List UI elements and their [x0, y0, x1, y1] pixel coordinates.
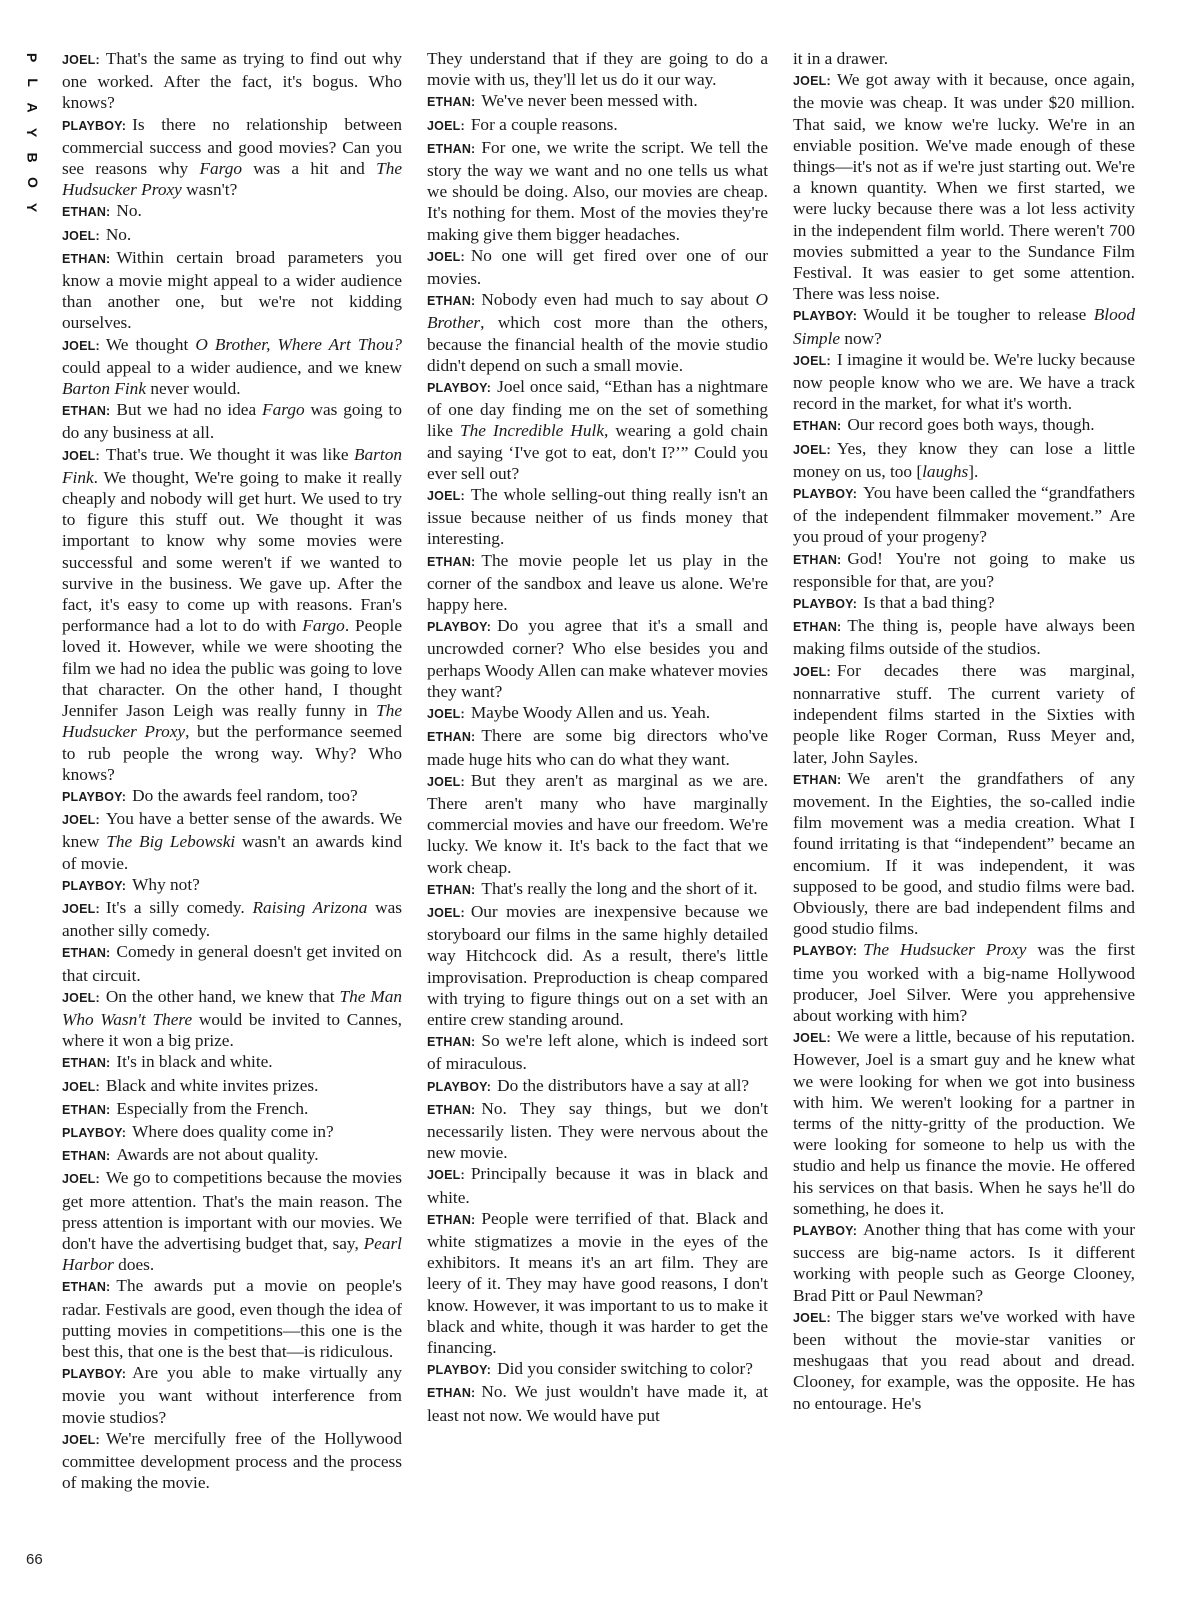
paragraph-text: could appeal to a wider audience, and we knew: [62, 357, 402, 377]
paragraph-text: So we're left alone, which is indeed sort of miraculous.: [427, 1031, 768, 1074]
interview-paragraph: [793, 414, 1135, 437]
paragraph-text: It's a silly comedy.: [105, 897, 253, 917]
paragraph-text: There are some big directors who've made huge hits who can do what they want.: [427, 726, 768, 769]
speaker-label: PLAYBOY:: [793, 487, 858, 502]
speaker-label: ETHAN:: [62, 404, 111, 419]
speaker-label: PLAYBOY:: [62, 1367, 127, 1382]
interview-paragraph: [793, 349, 1135, 415]
paragraph-text: Do you agree that it's a small and uncrowded corner? Who else besides you and perhaps Woody Allen can make whatever movies they want?: [427, 616, 768, 701]
paragraph-text: We go to competitions because the movies get more attention. That's the main reason. The press attention is important with our movies. We don't have the advertising budget that, say,: [62, 1168, 402, 1253]
paragraph-text: Awards are not about quality.: [116, 1145, 319, 1165]
paragraph-text: That's the same as trying to find out why one worked. After the fact, it's bogus. Who knows?: [62, 49, 402, 113]
speaker-label: PLAYBOY:: [793, 597, 858, 612]
speaker-label: ETHAN:: [793, 620, 842, 635]
speaker-label: ETHAN:: [427, 294, 476, 309]
speaker-label: ETHAN:: [427, 882, 476, 897]
interview-paragraph: [793, 438, 1135, 482]
paragraph-text: I imagine it would be. We're lucky because now people know who we are. We have a track record in the market, for what it's worth.: [793, 349, 1135, 414]
paragraph-text: The awards put a movie on people's radar. Festivals are good, even though the idea of putting movies in competitions—this one is the best this, that one is the best that—is ridiculous.: [62, 1276, 402, 1361]
italic-title-text: Barton Fink: [62, 444, 402, 487]
paragraph-text: No. We just wouldn't have made it, at least not now. We would have put: [427, 1382, 768, 1425]
interview-paragraph: [427, 376, 768, 484]
speaker-label: ETHAN:: [793, 419, 842, 434]
speaker-label: ETHAN:: [62, 1280, 111, 1295]
interview-paragraph: [427, 289, 768, 376]
paragraph-text: But they aren't as marginal as we are. There aren't many who have marginally commercial movies and have our freedom. We're lucky. We know it. It's back to the fact that we work cheap.: [427, 770, 768, 877]
paragraph-text: , but the performance seemed to rub people the wrong way. Why? Who knows?: [62, 722, 402, 784]
text-column-3: [793, 48, 1135, 1580]
paragraph-text: They understand that if they are going to do a movie with us, they'll let us do it our way.: [427, 49, 768, 90]
paragraph-text: Would it be tougher to release: [863, 305, 1094, 325]
interview-paragraph: [427, 901, 768, 1030]
speaker-label: JOEL:: [793, 442, 831, 457]
paragraph-text: Comedy in general doesn't get invited on that circuit.: [62, 942, 402, 985]
speaker-label: PLAYBOY:: [427, 1079, 492, 1094]
paragraph-text: That's true. We thought it was like: [105, 444, 354, 464]
speaker-label: ETHAN:: [427, 95, 476, 110]
paragraph-text: ].: [968, 461, 979, 481]
magazine-sidebar-title: [20, 45, 44, 220]
paragraph-text: We're mercifully free of the Hollywood committee development process and the process of making the movie.: [62, 1428, 402, 1493]
paragraph-text: But we had no idea: [116, 400, 263, 420]
magazine-title-letter: L: [24, 78, 41, 87]
speaker-label: JOEL:: [427, 707, 465, 722]
speaker-label: ETHAN:: [62, 1102, 111, 1117]
paragraph-text: Is that a bad thing?: [863, 593, 995, 613]
interview-paragraph: [427, 137, 768, 245]
interview-paragraph: [427, 484, 768, 550]
interview-paragraph: [62, 785, 402, 808]
speaker-label: PLAYBOY:: [62, 118, 127, 133]
speaker-label: ETHAN:: [793, 552, 842, 567]
interview-paragraph: [793, 592, 1135, 615]
paragraph-text: was the first time you worked with a big-name Hollywood producer, Joel Silver. Were you apprehensive about working with him?: [793, 940, 1135, 1025]
interview-paragraph: [62, 808, 402, 874]
speaker-label: PLAYBOY:: [62, 1125, 127, 1140]
interview-paragraph: [62, 247, 402, 334]
speaker-label: PLAYBOY:: [793, 1223, 858, 1238]
interview-paragraph: [62, 48, 402, 114]
paragraph-text: The whole selling-out thing really isn't an issue because neither of us finds money that interesting.: [427, 485, 768, 549]
paragraph-text: That's really the long and the short of it.: [481, 878, 758, 898]
paragraph-text: Nobody even had much to say about: [481, 290, 756, 310]
interview-paragraph: [62, 874, 402, 897]
paragraph-text: For one, we write the script. We tell the story the way we want and no one tells us what we should be doing. Also, our movies are cheap. It's nothing for them. Most of the movies they're making give them bigger headaches.: [427, 137, 768, 244]
italic-title-text: The Hudsucker Proxy: [863, 940, 1027, 960]
magazine-title-letter: Y: [24, 127, 41, 138]
interview-paragraph: [62, 1098, 402, 1121]
paragraph-text: Black and white invites prizes.: [105, 1075, 319, 1095]
italic-title-text: Blood Simple: [793, 305, 1135, 348]
paragraph-text: The movie people let us play in the corner of the sandbox and leave us alone. We're happy here.: [427, 550, 768, 615]
interview-paragraph: [427, 770, 768, 878]
interview-paragraph: [427, 725, 768, 769]
interview-paragraph: [793, 660, 1135, 768]
paragraph-text: We aren't the grandfathers of any movement. In the Eighties, the so-called indie film movement was a media creation. What I found irritating is that “independent” became an encomium. If it was independent, it was supposed to be good, and studio films were bad. Obviously, there are bad independent films and good studio films.: [793, 768, 1135, 939]
speaker-label: JOEL:: [62, 990, 100, 1005]
speaker-label: ETHAN:: [427, 1102, 476, 1117]
paragraph-text: Especially from the French.: [116, 1098, 309, 1118]
interview-paragraph: [793, 1026, 1135, 1219]
speaker-label: PLAYBOY:: [427, 620, 492, 635]
magazine-title-letter: O: [24, 177, 41, 188]
speaker-label: PLAYBOY:: [62, 878, 127, 893]
interview-paragraph: [793, 304, 1135, 348]
interview-paragraph: [427, 550, 768, 616]
interview-paragraph: [793, 939, 1135, 1026]
speaker-label: JOEL:: [62, 1079, 100, 1094]
interview-paragraph: [427, 615, 768, 702]
paragraph-text: For decades there was marginal, nonnarrative stuff. The current variety of independent films started in the Sixties with people like Roger Corman, Russ Meyer and, later, John Sayles.: [793, 660, 1135, 767]
speaker-label: JOEL:: [62, 1432, 100, 1447]
interview-paragraph: [62, 1144, 402, 1167]
paragraph-text: Did you consider switching to color?: [497, 1359, 753, 1379]
paragraph-text: , which cost more than the others, because the financial health of the movie studio didn't depend on such a small movie.: [427, 313, 768, 375]
speaker-label: ETHAN:: [427, 1035, 476, 1050]
paragraph-text: now?: [840, 328, 882, 348]
speaker-label: ETHAN:: [62, 1056, 111, 1071]
interview-paragraph: [62, 200, 402, 223]
paragraph-text: Principally because it was in black and white.: [427, 1164, 768, 1207]
italic-title-text: Fargo: [302, 616, 345, 636]
interview-paragraph: [62, 1075, 402, 1098]
speaker-label: ETHAN:: [427, 1212, 476, 1227]
page-number: 66: [26, 1551, 43, 1568]
interview-paragraph: [62, 444, 402, 785]
italic-title-text: The Hudsucker Proxy: [62, 159, 402, 200]
paragraph-text: it in a drawer.: [793, 49, 889, 68]
italic-title-text: Pearl Harbor: [62, 1233, 402, 1275]
paragraph-text: Do the distributors have a say at all?: [497, 1075, 750, 1095]
interview-paragraph: [793, 48, 1135, 69]
paragraph-text: wasn't an awards kind of movie.: [62, 832, 402, 873]
paragraph-text: does.: [113, 1255, 155, 1275]
speaker-label: JOEL:: [793, 1310, 831, 1325]
speaker-label: JOEL:: [62, 53, 100, 67]
paragraph-text: No. They say things, but we don't necessarily listen. They were nervous about the new movie.: [427, 1098, 768, 1163]
speaker-label: JOEL:: [62, 1172, 100, 1187]
paragraph-text: Do the awards feel random, too?: [132, 785, 358, 805]
paragraph-text: For a couple reasons.: [470, 114, 618, 134]
speaker-label: JOEL:: [427, 489, 465, 504]
interview-paragraph: [427, 48, 768, 90]
italic-title-text: The Man Who Wasn't There: [62, 986, 402, 1029]
paragraph-text: You have a better sense of the awards. We knew: [62, 809, 402, 852]
paragraph-text: The thing is, people have always been making films outside of the studios.: [793, 616, 1135, 659]
interview-paragraph: [62, 334, 402, 400]
speaker-label: JOEL:: [427, 905, 465, 920]
magazine-title-letter: P: [24, 52, 41, 63]
italic-title-text: Fargo: [262, 400, 305, 420]
italic-title-text: O Brother: [427, 290, 768, 333]
paragraph-text: No one will get fired over one of our movies.: [427, 245, 768, 289]
paragraph-text: would be invited to Cannes, where it won a big prize.: [62, 1009, 402, 1051]
paragraph-text: We thought: [105, 334, 196, 354]
speaker-label: JOEL:: [427, 774, 465, 789]
speaker-label: ETHAN:: [62, 205, 111, 220]
speaker-label: ETHAN:: [62, 1149, 111, 1164]
interview-paragraph: [793, 482, 1135, 548]
interview-paragraph: [62, 1275, 402, 1362]
italic-title-text: The Big Lebowski: [106, 832, 236, 852]
paragraph-text: Is there no relationship between commercial success and good movies? Can you see reasons why: [62, 114, 402, 179]
paragraph-text: wasn't?: [181, 180, 238, 200]
speaker-label: JOEL:: [62, 338, 100, 353]
speaker-label: PLAYBOY:: [62, 789, 127, 804]
speaker-label: JOEL:: [62, 448, 100, 463]
paragraph-text: On the other hand, we knew that: [105, 986, 340, 1006]
interview-paragraph: [62, 224, 402, 247]
speaker-label: PLAYBOY:: [427, 381, 492, 396]
paragraph-text: Are you able to make virtually any movie you want without interference from movie studios?: [62, 1363, 402, 1427]
interview-paragraph: [793, 548, 1135, 592]
speaker-label: JOEL:: [793, 664, 831, 679]
speaker-label: ETHAN:: [62, 251, 111, 266]
interview-paragraph: [62, 897, 402, 941]
paragraph-text: never would.: [146, 379, 241, 399]
interview-paragraph: [427, 1163, 768, 1207]
magazine-title-letter: B: [24, 152, 41, 163]
italic-title-text: The Hudsucker Proxy: [62, 701, 402, 742]
speaker-label: ETHAN:: [427, 1386, 476, 1401]
paragraph-text: We've never been messed with.: [481, 91, 698, 111]
speaker-label: PLAYBOY:: [427, 1363, 492, 1378]
paragraph-text: Our movies are inexpensive because we storyboard our films in the same highly detailed way Hitchcock did. As a result, there's little improvisation. Preproduction is cheap compared with trying to figure things out on a set with an entire crew standing around.: [427, 901, 768, 1029]
interview-paragraph: [62, 114, 402, 201]
magazine-title-letter: A: [24, 102, 41, 113]
paragraph-text: , wearing a gold chain and saying ‘I've got to eat, don't I?’” Could you ever sell out?: [427, 421, 768, 483]
interview-paragraph: [427, 1208, 768, 1358]
speaker-label: JOEL:: [793, 353, 831, 368]
italic-title-text: Fargo: [199, 159, 243, 179]
paragraph-text: Within certain broad parameters you know a movie might appeal to a wider audience than another one, but we're not kidding ourselves.: [62, 247, 402, 333]
italic-title-text: The Incredible Hulk: [459, 421, 604, 441]
interview-paragraph: [62, 1121, 402, 1144]
interview-paragraph: [427, 1075, 768, 1098]
italic-title-text: O Brother, Where Art Thou?: [195, 334, 402, 354]
paragraph-text: Yes, they know they can lose a little money on us, too [: [793, 438, 1135, 481]
italic-title-text: Barton Fink: [62, 379, 146, 399]
paragraph-text: No.: [105, 224, 132, 244]
paragraph-text: You have been called the “grandfathers of the independent filmmaker movement.” Are you proud of your progeny?: [793, 483, 1135, 547]
text-column-1: [62, 48, 402, 1580]
interview-paragraph: [427, 878, 768, 901]
paragraph-text: was going to do any business at all.: [62, 400, 402, 443]
interview-paragraph: [62, 986, 402, 1052]
paragraph-text: Joel once said, “Ethan has a nightmare of one day finding me on the set of something like: [427, 377, 768, 441]
speaker-label: JOEL:: [62, 901, 100, 916]
interview-paragraph: [793, 69, 1135, 304]
paragraph-text: Maybe Woody Allen and us. Yeah.: [470, 703, 711, 723]
speaker-label: ETHAN:: [62, 946, 111, 961]
paragraph-text: The bigger stars we've worked with have been without the movie-star vanities or meshugaas that you read about and dread. Clooney, for example, was the opposite. He has no entourage. He's: [793, 1306, 1135, 1413]
paragraph-text: It's in black and white.: [116, 1052, 273, 1072]
interview-paragraph: [793, 1219, 1135, 1306]
paragraph-text: People were terrified of that. Black and white stigmatizes a movie in the eyes of the exhibitors. It means it's an art film. They are leery of it. They may have good reasons, I don't know. However, it was important to us to make it black and white, though it was harder to get the financing.: [427, 1208, 768, 1357]
interview-paragraph: [62, 1167, 402, 1275]
paragraph-text: No.: [116, 201, 142, 221]
speaker-label: JOEL:: [793, 1031, 831, 1046]
paragraph-text: Another thing that has come with your success are big-name actors. Is it different working with people such as George Clooney, Brad Pitt or Paul Newman?: [793, 1219, 1135, 1305]
speaker-label: JOEL:: [427, 249, 465, 264]
magazine-title-letter: Y: [24, 202, 41, 213]
paragraph-text: We got away with it because, once again, the movie was cheap. It was under $20 million. That said, we know we're lucky. We're in an enviable position. We've made enough of these things—it's not as if we're just starting out. We're a known quantity. When we first started, we were lucky because there was a lot less activity in the independent film world. There weren't 700 movies submitted a year to the Sundance Film Festival. It was easier to get some attention. There was less noise.: [793, 70, 1135, 304]
paragraph-text: was a hit and: [242, 159, 377, 179]
speaker-label: JOEL:: [793, 74, 831, 89]
speaker-label: ETHAN:: [427, 554, 476, 569]
interview-paragraph: [427, 1381, 768, 1425]
interview-paragraph: [427, 245, 768, 289]
speaker-label: PLAYBOY:: [793, 944, 858, 959]
interview-paragraph: [427, 114, 768, 137]
interview-paragraph: [793, 615, 1135, 659]
paragraph-text: We were a little, because of his reputation. However, Joel is a smart guy and he knew what we were looking for when we got into business with him. We weren't looking for a partner in terms of the nitty-gritty of the production. We were looking for someone to help us with the studio and help us finance the movie. He offered his services on that basis. When he says he'll do something, he does it.: [793, 1027, 1135, 1218]
interview-paragraph: [62, 1051, 402, 1074]
interview-paragraph: [62, 941, 402, 985]
speaker-label: PLAYBOY:: [793, 309, 858, 324]
interview-paragraph: [427, 90, 768, 113]
speaker-label: JOEL:: [427, 1168, 465, 1183]
paragraph-text: was another silly comedy.: [62, 897, 402, 941]
speaker-label: ETHAN:: [793, 772, 842, 787]
interview-paragraph: [427, 1098, 768, 1164]
interview-paragraph: [62, 1362, 402, 1428]
interview-paragraph: [793, 768, 1135, 940]
speaker-label: JOEL:: [427, 118, 465, 133]
paragraph-text: Why not?: [132, 874, 200, 894]
interview-paragraph: [793, 1306, 1135, 1414]
interview-paragraph: [427, 702, 768, 725]
paragraph-text: . People loved it. However, while we were shooting the film we had no idea the public was going to love that character. On the other hand, I thought Jennifer Jason Leigh was really funny in: [62, 616, 402, 721]
interview-paragraph: [427, 1030, 768, 1074]
paragraph-text: Our record goes both ways, though.: [847, 415, 1095, 435]
speaker-label: ETHAN:: [427, 730, 476, 745]
interview-paragraph: [62, 1428, 402, 1494]
speaker-label: JOEL:: [62, 813, 100, 828]
interview-paragraph: [62, 399, 402, 443]
italic-title-text: Raising Arizona: [252, 897, 368, 917]
speaker-label: ETHAN:: [427, 141, 476, 156]
paragraph-text: Where does quality come in?: [132, 1121, 334, 1141]
italic-title-text: laughs: [922, 461, 969, 481]
paragraph-text: . We thought, We're going to make it really cheaply and nobody will get hurt. We used to try to figure this stuff out. We thought it was important to know why some movies were successful and some weren't if we wanted to survive in the business. We gave up. After the fact, it's easy to come up with reasons. Fran's performance had a lot to do with: [62, 467, 402, 636]
speaker-label: JOEL:: [62, 228, 100, 243]
text-column-2: [427, 48, 768, 1580]
paragraph-text: God! You're not going to make us responsible for that, are you?: [793, 548, 1135, 591]
interview-paragraph: [427, 1358, 768, 1381]
